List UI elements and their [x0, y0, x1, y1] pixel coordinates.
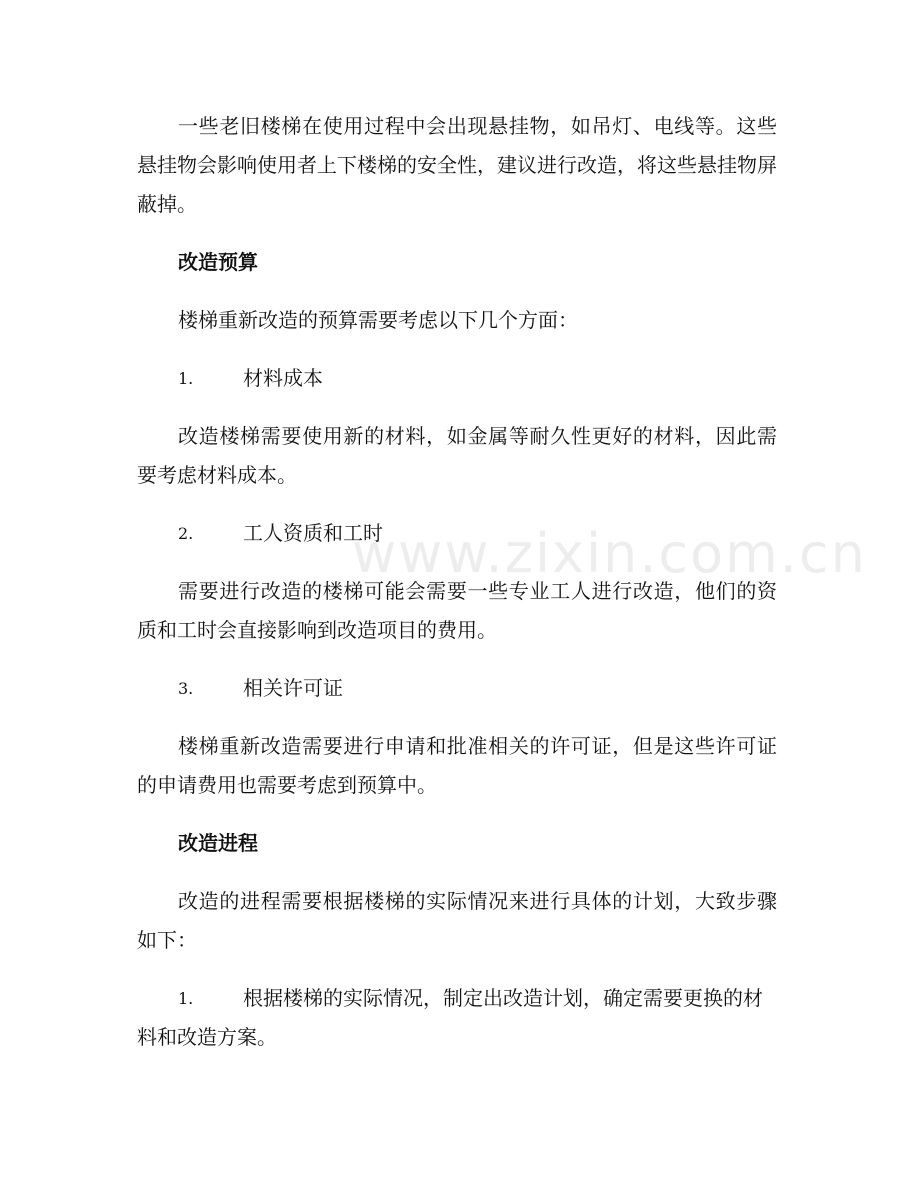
paragraph-worker-qualification: 需要进行改造的楼梯可能会需要一些专业工人进行改造，他们的资质和工时会直接影响到改造项目的费用。: [137, 579, 777, 642]
heading-budget: 改造预算: [178, 250, 258, 274]
list-item-material-cost: [137, 359, 777, 398]
list-number: 3.: [178, 679, 194, 698]
list-number: 2.: [178, 524, 194, 543]
list-item-label: 相关许可证: [243, 676, 343, 700]
paragraph-material-cost: 改造楼梯需要使用新的材料，如金属等耐久性更好的材料，因此需要考虑材料成本。: [137, 424, 777, 487]
list-item-worker-qualification: [137, 514, 777, 553]
list-number: 1.: [178, 989, 194, 1008]
list-item-label: 根据楼梯的实际情况，制定出改造计划，确定需要更换的材料和改造方案。: [137, 986, 763, 1049]
list-item-label: 工人资质和工时: [243, 521, 383, 545]
paragraph-process-intro: 改造的进程需要根据楼梯的实际情况来进行具体的计划，大致步骤如下：: [137, 889, 777, 952]
heading-process: 改造进程: [178, 831, 258, 855]
watermark: www.zixin.com.cn: [352, 522, 867, 585]
document-body: [137, 107, 777, 1076]
list-item-label: 材料成本: [243, 366, 323, 390]
paragraph-hanging-objects: 一些老旧楼梯在使用过程中会出现悬挂物，如吊灯、电线等。这些悬挂物会影响使用者上下楼梯的安全性，建议进行改造，将这些悬挂物屏蔽掉。: [137, 114, 777, 216]
paragraph-permits: 楼梯重新改造需要进行申请和批准相关的许可证，但是这些许可证的申请费用也需要考虑到预算中。: [137, 734, 777, 797]
list-number: 1.: [178, 369, 194, 388]
list-item-process-step-1: [137, 979, 777, 1057]
list-item-permits: [137, 669, 777, 708]
paragraph-budget-intro: 楼梯重新改造的预算需要考虑以下几个方面：: [178, 308, 578, 332]
